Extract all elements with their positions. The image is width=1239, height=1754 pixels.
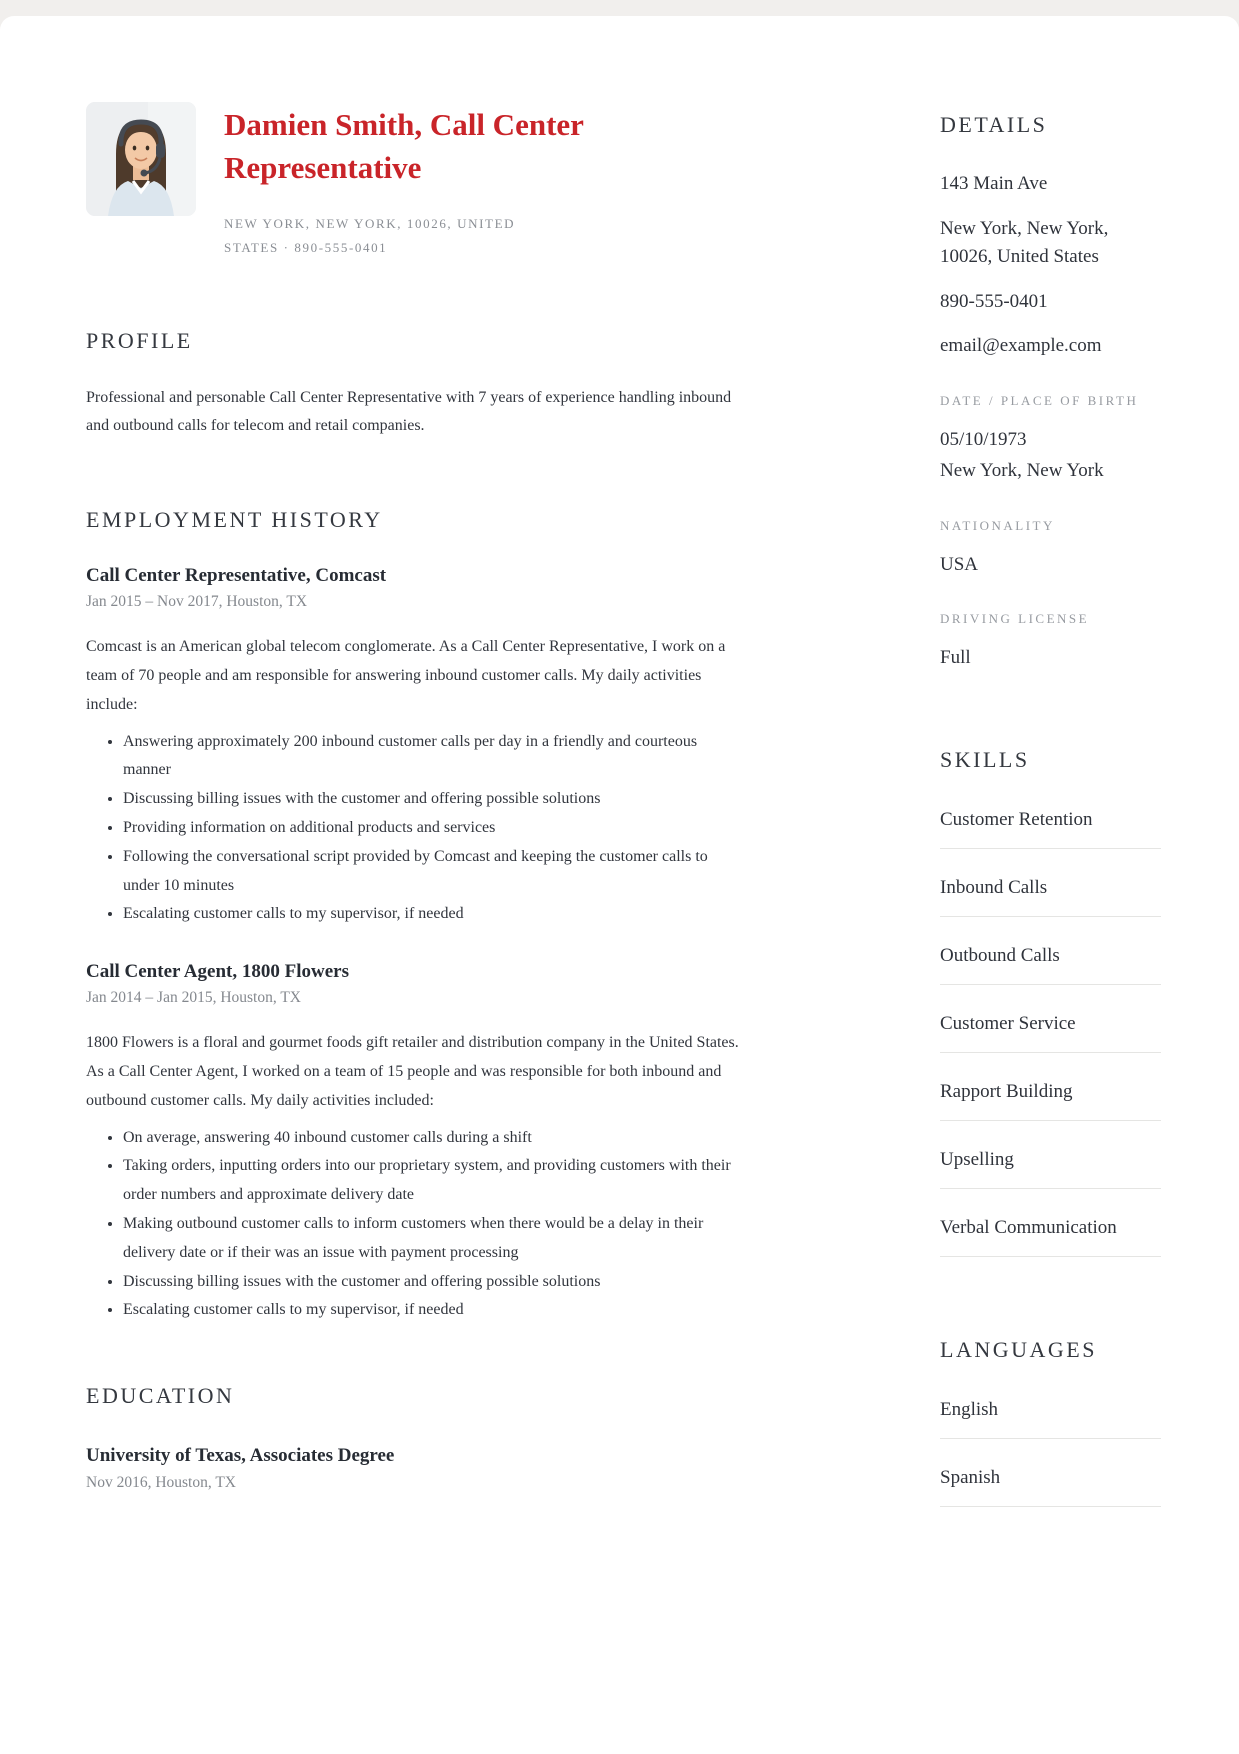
skill-item: Rapport Building — [940, 1081, 1161, 1121]
job-bullet: • Following the conversational script provided by Comcast and keeping the customer calls to under 10 minutes — [123, 843, 740, 901]
skills-list — [940, 809, 1161, 1257]
job-bullet: • Providing information on additional products and services — [123, 814, 740, 843]
birth-place: New York, New York — [940, 460, 1104, 481]
education-dates: Nov 2016, Houston, TX — [86, 1474, 236, 1492]
skill-item: Customer Retention — [940, 809, 1161, 849]
languages-list — [940, 1399, 1161, 1507]
skills-section — [940, 747, 1161, 1257]
profile-photo — [86, 102, 196, 216]
nationality-label: NATIONALITY — [940, 517, 1055, 533]
job-bullet: • Escalating customer calls to my supervisor, if needed — [123, 1296, 740, 1325]
left-column — [86, 102, 740, 1535]
job-title: Call Center Agent, 1800 Flowers — [86, 961, 349, 983]
profile-section — [86, 328, 740, 442]
language-item: Spanish — [940, 1467, 1161, 1507]
details-email: email@example.com — [940, 335, 1102, 356]
languages-heading: LANGUAGES — [940, 1336, 1097, 1362]
job-bullet-list — [86, 1124, 740, 1326]
driving-license-value: Full — [940, 647, 971, 668]
resume-header — [86, 102, 740, 260]
job-entry — [86, 961, 740, 1325]
details-section — [940, 112, 1161, 673]
job-bullet: • Escalating customer calls to my supervisor, if needed — [123, 900, 740, 929]
job-summary: 1800 Flowers is a floral and gourmet foods gift retailer and distribution company in the United States. As a Call Center Agent, I worked on a team of 15 people and was responsible for both inbound and outbound customer calls. My daily activities included: — [86, 1034, 739, 1109]
education-heading: EDUCATION — [86, 1383, 235, 1409]
skill-item: Verbal Communication — [940, 1217, 1161, 1257]
details-address-line2: New York, New York, 10026, United States — [940, 217, 1109, 267]
skills-heading: SKILLS — [940, 746, 1030, 772]
education-title: University of Texas, Associates Degree — [86, 1445, 395, 1467]
job-title: Call Center Representative, Comcast — [86, 565, 387, 587]
employment-heading: EMPLOYMENT HISTORY — [86, 507, 383, 533]
birth-date: 05/10/1973 — [940, 428, 1027, 450]
details-heading: DETAILS — [940, 112, 1048, 137]
education-section — [86, 1383, 740, 1492]
driving-license-label: DRIVING LICENSE — [940, 611, 1090, 626]
details-phone: 890-555-0401 — [940, 290, 1048, 312]
header-text — [224, 102, 654, 260]
jobs-container — [86, 565, 740, 1325]
skill-item: Outbound Calls — [940, 945, 1161, 985]
resume-page — [0, 16, 1239, 1754]
employment-section — [86, 507, 740, 1325]
candidate-name: Damien Smith, Call Center Representative — [224, 107, 584, 185]
job-entry — [86, 565, 740, 929]
job-summary: Comcast is an American global telecom conglomerate. As a Call Center Representative, I work on a team of 70 people and am responsible for answering inbound customer calls. My daily activities include: — [86, 638, 726, 713]
profile-heading: PROFILE — [86, 327, 193, 353]
job-bullet-list — [86, 728, 740, 930]
skill-item: Inbound Calls — [940, 877, 1161, 917]
avatar-illustration — [86, 102, 196, 216]
job-bullet: • Discussing billing issues with the customer and offering possible solutions — [123, 1268, 740, 1297]
right-column — [940, 102, 1161, 1535]
job-bullet: • Discussing billing issues with the customer and offering possible solutions — [123, 785, 740, 814]
birth-label: DATE / PLACE OF BIRTH — [940, 392, 1139, 408]
job-bullet: • Making outbound customer calls to inform customers when there would be a delay in their delivery date or if their was an issue with payment processing — [123, 1210, 740, 1268]
profile-text: Professional and personable Call Center Representative with 7 years of experience handling inbound and outbound calls for telecom and retail companies. — [86, 388, 732, 435]
skill-item: Customer Service — [940, 1013, 1161, 1053]
languages-section — [940, 1337, 1161, 1507]
job-bullet: • Taking orders, inputting orders into our proprietary system, and providing customers with their order numbers and approximate delivery date — [123, 1152, 740, 1210]
job-bullet: • Answering approximately 200 inbound customer calls per day in a friendly and courteous manner — [123, 728, 740, 786]
contact-line: NEW YORK, NEW YORK, 10026, UNITED STATES · 890-555-0401 — [224, 215, 516, 255]
job-dates: Jan 2014 – Jan 2015, Houston, TX — [86, 989, 301, 1007]
language-item: English — [940, 1399, 1161, 1439]
details-address-line1: 143 Main Ave — [940, 173, 1048, 194]
nationality-value: USA — [940, 553, 979, 575]
skill-item: Upselling — [940, 1149, 1161, 1189]
job-bullet: • On average, answering 40 inbound customer calls during a shift — [123, 1124, 740, 1153]
job-dates: Jan 2015 – Nov 2017, Houston, TX — [86, 593, 308, 611]
